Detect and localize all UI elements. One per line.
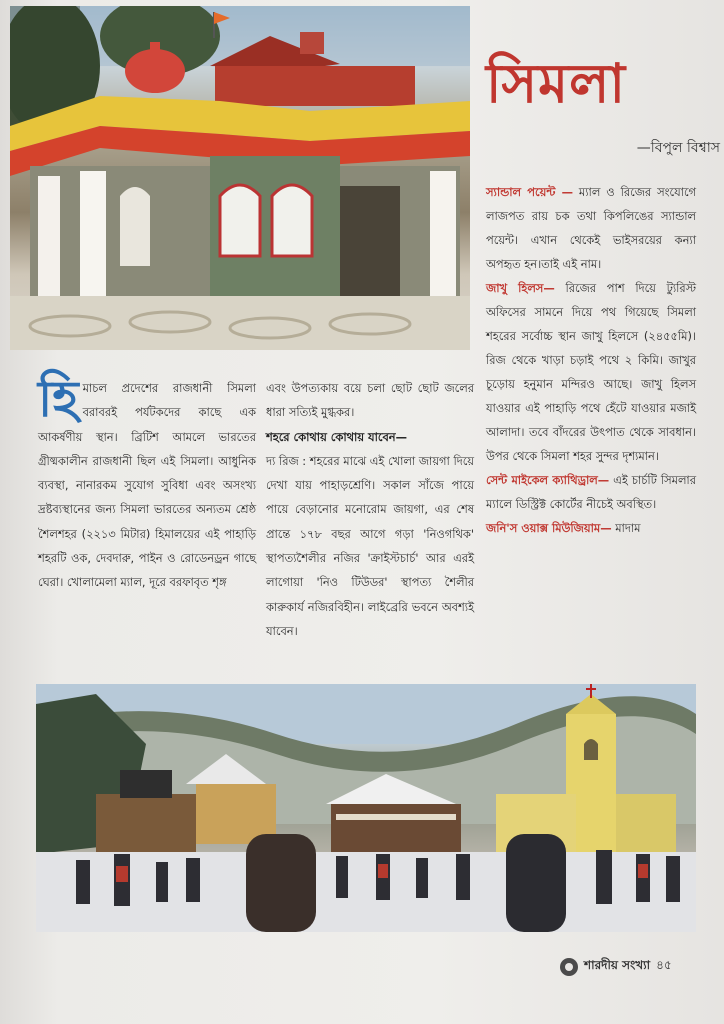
page-number: ৪৫	[656, 958, 672, 972]
place-jakhu-hills	[486, 276, 696, 468]
intro-text: মাচল প্রদেশের রাজধানী সিমলা বরাবরই পর্যটকদের কাছে এক আকর্ষণীয় স্থান। ব্রিটিশ আমলে ভারতের গ্রীষ্মকালীন রাজধানী ছিল এই সিমলা। আধুনিক ব্যবস্থা, নানারকম সুযোগ সুবিধা এবং অসংখ্য দ্রষ্টব্যস্থানের জন্য সিমলা ভারতের অন্যতম শ্রেষ্ঠ শৈলশহর (২২১৩ মিটার) হিমালয়ের এই পাহাড়ি শহরটি ওক, দেবদারু, পাইন ও রোডেনড্রন গাছে ঘেরা। খোলামেলা ম্যাল, দূরে বরফাবৃত শৃঙ্গ	[38, 381, 256, 590]
place-name: জনি'স ওয়াক্স মিউজিয়াম—	[486, 521, 612, 535]
article-author: —বিপুল বিশ্বাস	[636, 140, 720, 156]
middle-column	[266, 376, 474, 643]
place-name: স্যান্ডাল পয়েন্ট —	[486, 185, 573, 199]
page-footer	[560, 956, 710, 978]
intro-column	[38, 370, 256, 595]
magazine-name: শারদীয় সংখ্যা	[584, 958, 651, 972]
place-sandal-point	[486, 180, 696, 276]
intro-paragraph	[38, 370, 256, 595]
place-name: সেন্ট মাইকেল ক্যাথিড্রাল—	[486, 473, 610, 487]
dropcap: হি	[38, 370, 79, 428]
place-description: মাদাম	[611, 521, 641, 535]
place-description: ম্যাল ও রিজের সংযোগে লাজপত রায় চক তথা কিপলিঙের স্যান্ডাল পয়েন্ট। এখান থেকেই ভাইসরয়ের কন্যা অপহৃত হন।তাই এই নাম।	[486, 185, 696, 271]
ridge-snow-photo	[36, 684, 696, 932]
place-wax-museum	[486, 516, 696, 540]
section-subheading: শহরে কোথায় কোথায় যাবেন—	[266, 429, 408, 444]
middle-text-1: এবং উপত্যকায় বয়ে চলা ছোট ছোট জলের ধারা সত্যিই মুগ্ধকর।	[266, 381, 474, 420]
magazine-logo-icon	[560, 958, 578, 976]
place-description: রিজের পাশ দিয়ে ট্যুরিস্ট অফিসের সামনে দিয়ে পথ গিয়েছে সিমলা শহরের সর্বোচ্চ স্থান জাখু হিলসে (২৪৫৫মি)। রিজ থেকে খাড়া চড়াই পথে ২ কিমি। জাখুর চূড়োয় হনুমান মন্দিরও আছে। জাখু হিলস যাওয়ার এই পাহাড়ি পথে হেঁটে যাওয়ার মজাই আলাদা। তবে বাঁদরের উৎপাত থেকে সাবধান। উপর থেকে সিমলা শহর সুন্দর দৃশ্যমান।	[486, 281, 697, 463]
article-title: সিমলা	[486, 52, 627, 115]
middle-text-2: দ্য রিজ : শহরের মাঝে এই খোলা জায়গা দিয়ে দেখা যায় পাহাড়শ্রেণি। সকাল সাঁজে পায়ে পায়ে বেড়ানোর মনোরোম জায়গা, এর শেষ প্রান্তে ১৭৮ বছর আগে গড়া 'নিওগথিক' স্থাপত্যশৈলীর নজির 'ক্রাইস্টচার্চ' আর এরই লাগোয়া 'নিও টিউডর' স্থাপত্য শৈলীর কারুকার্য নজিরবিহীন। লাইব্রেরি ভবনে অবশ্যই যাবেন।	[266, 453, 474, 638]
right-column	[486, 180, 696, 540]
place-name: জাখু হিলস—	[486, 281, 555, 295]
temple-photo	[10, 6, 470, 350]
place-description: এই চার্চটি সিমলার ম্যালে ডিস্ট্রিক্ট কোর্টের নীচেই অবস্থিত।	[486, 473, 696, 511]
place-st-michael-cathedral	[486, 468, 696, 516]
